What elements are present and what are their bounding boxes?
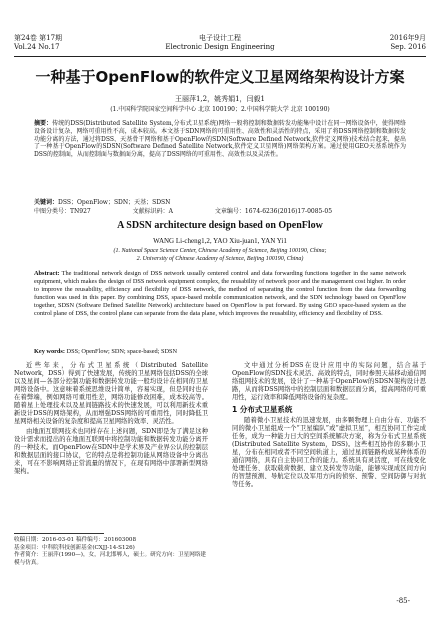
body-right-column bbox=[232, 362, 426, 491]
english-keywords-text: DSS; OpenFlow; SDN; space-based; SDSN bbox=[66, 348, 178, 355]
journal-name-zh: 电子设计工程 bbox=[199, 34, 241, 42]
date-zh: 2016年9月 bbox=[389, 34, 426, 42]
footnote-line: 作者简介：王丽萍(1990—)，女，河北邯郸人，硕士。研究方向：卫星网络建模与仿真。 bbox=[14, 552, 207, 566]
article-number: 文章编号：1674-6236(2016)17-0085-05 bbox=[214, 208, 333, 215]
zh-abstract-text: 传统的DSS(Distributed Satellite System,分布式卫星系统)网络一般将控制和数据转发功能集中设计在同一网络设备中，使得网络设备设计复杂，网络可重用性不高，成本较高。本文基于SDN网络的可重用性、高效性和灵活性的特点，采用了将DSS网络控制和数据转发功能分离的方法，通过将DSS、天基骨干网络和基于OpenFlow的SDN(Software Defined Network,软件定义网络)技术结合起来，提出了一种基于OpenFlow的SDSN(Software Defined Satellite Network,软件定义卫星网络)网络架构方案。通过使用GEO天基系统作为DSS的控制面，从而控制面与数据面分离，提高了DSS网络的可重用性、高效性以及灵活性。 bbox=[34, 120, 406, 159]
zh-keywords-label: 关键词： bbox=[34, 199, 59, 206]
date-en: Sep. 2016 bbox=[390, 43, 426, 51]
footnote-divider bbox=[14, 533, 104, 534]
paper-title: 一种基于OpenFlow的软件定义卫星网络架构设计方案 bbox=[35, 68, 405, 86]
english-affiliation bbox=[44, 247, 396, 263]
body-paragraph: 由地面互联网技术也同样存在上述问题，SDN即是为了满足这种设计需求而提出的在地面互联网中将控制功能和数据转发功能分离开的一种技术。而OpenFlow在SDN中是学术界及产业界公认的控制层和数据层面的接口协议，它的特点是将控制功能从网络设备中分离出来，可在不影响网络正常流量的情况下，在现有网络中部署新型网络架构。 bbox=[14, 428, 208, 475]
journal-header bbox=[14, 34, 426, 52]
journal-name-en: Electronic Design Engineering bbox=[165, 43, 275, 51]
volume-issue-en: Vol.24 No.17 bbox=[14, 43, 60, 51]
body-paragraph: 文中通过分析DSS在设计应用中的实际问题，结合基于OpenFlow的SDN技术灵活、高效的特点，同时参照天基移动通信网络组网技术的发展，设计了一种基于OpenFlow的SDSN架构设计思路，从而将DSS网络中的控制层面和数据层面分离，提高网络的可重用性，运行效率和降低网络设备的复杂度。 bbox=[232, 362, 426, 401]
footnote-line: 收稿日期：2016-03-01 稿件编号：201603008 bbox=[14, 537, 136, 543]
page-number: -85- bbox=[396, 597, 410, 605]
english-keywords-label: Key words: bbox=[34, 348, 65, 355]
body-left-column bbox=[14, 362, 208, 478]
volume-issue-zh: 第24卷 第17期 bbox=[14, 34, 63, 42]
zh-abstract bbox=[34, 120, 406, 159]
english-abstract bbox=[34, 270, 406, 318]
footnote-line: 基金项目：中科院科技创新基金(CXJJ-14-S126) bbox=[14, 544, 135, 551]
english-abstract-label: Abstract: bbox=[34, 270, 60, 277]
clc-number: 中图分类号：TN927 bbox=[34, 208, 91, 215]
body-paragraph: 近些年来，分布式卫星系统（Distributed Satellite Network，DSS）得到了快速发展，传统的卫星网络包括DSS的全球以及星间—各部分控制功能和数据转发功能一般均设计在相同的卫星网络设备中。这意味着系统思维设计简单，容易实现，但是同时也存在着弊端，例如网络可重用性差，网络功能修改困难，成本较高等。随着星上处理技术以及星间链路技术的快速发展，可以利用新技术重新设计DSS的网络架构，从而增强DSS网络的可重用性，同时降低卫星网络相关设备的复杂度和提高卫星网络的效率、灵活性。 bbox=[14, 362, 208, 425]
english-affiliation-line: 2. University of Chinese Academy of Science, Beijing 100190, China) bbox=[136, 256, 304, 262]
zh-abstract-label: 摘要： bbox=[34, 120, 53, 127]
body-paragraph: 随着微小卫星技术的迅速发展，由多颗物理上自由分布、功能不同的微小卫星组成一个“卫星编队”或“虚拟卫星”，相互协同工作完成任务，成为一种能力日大的空间系统解决方案，称为分布式卫星系统(Distributed Satellite System，DSS)。这些相互协作的多颗小卫星，分布在相同或者不同空间轨道上，通过星间链路构成某种体系的通信网络，具有自主协同工作的能力。系统具有灵活度，可在线变化处理任务、获取载荷数据、建立及转发等功能，能够实现成区间方向的智慧预测、导航定位以及军用方向的侦察、预警、空间防御与对抗等任务。 bbox=[232, 417, 426, 488]
english-affiliation-line: (1. National Space Science Center, Chinese Academy of Science, Beijing 100190, China; bbox=[113, 248, 327, 254]
english-title: A SDSN architecture design based on OpenFlow bbox=[117, 220, 323, 231]
header-divider bbox=[14, 56, 426, 57]
english-abstract-text: The traditional network design of DSS network usually centered control and data forwarding functions together in the same network equipment, which makes the design of DSS network equipment complex, the reusability of network poor and the management cost higher. In order to improve the reusability, efficiency and flexibility of DSS network, the method of separating the control function from the data forwarding function was used in this paper. By combining DSS, space-based mobile communication network, and the SDN technology based on OpenFlow together, SDSN (Software Defined Satellite Network) architecture based on OpenFlow is put forward. By using GEO space-based system as the control plane of DSS, the control plane can separate from the data plane, which improves the reusability, efficiency and flexibility of DSS. bbox=[34, 270, 406, 317]
english-keywords bbox=[34, 348, 406, 355]
zh-keywords bbox=[34, 197, 406, 206]
footnote bbox=[14, 537, 208, 567]
english-authors: WANG Li-cheng1,2, YAO Xiu-juan1, YAN Yi1 bbox=[153, 237, 287, 245]
affiliation: (1.中国科学院国家空间科学中心 北京 100190；2.中国科学院大学 北京 100190) bbox=[110, 106, 330, 113]
doc-code: 文献标识码：A bbox=[132, 208, 173, 215]
classification-row bbox=[34, 206, 406, 215]
zh-keywords-text: DSS；OpenFlow；SDN；天基；SDSN bbox=[58, 199, 171, 206]
authors: 王丽萍1,2，姚秀娟1，闫毅1 bbox=[174, 95, 266, 103]
section-heading: 1 分布式卫星系统 bbox=[232, 405, 293, 414]
